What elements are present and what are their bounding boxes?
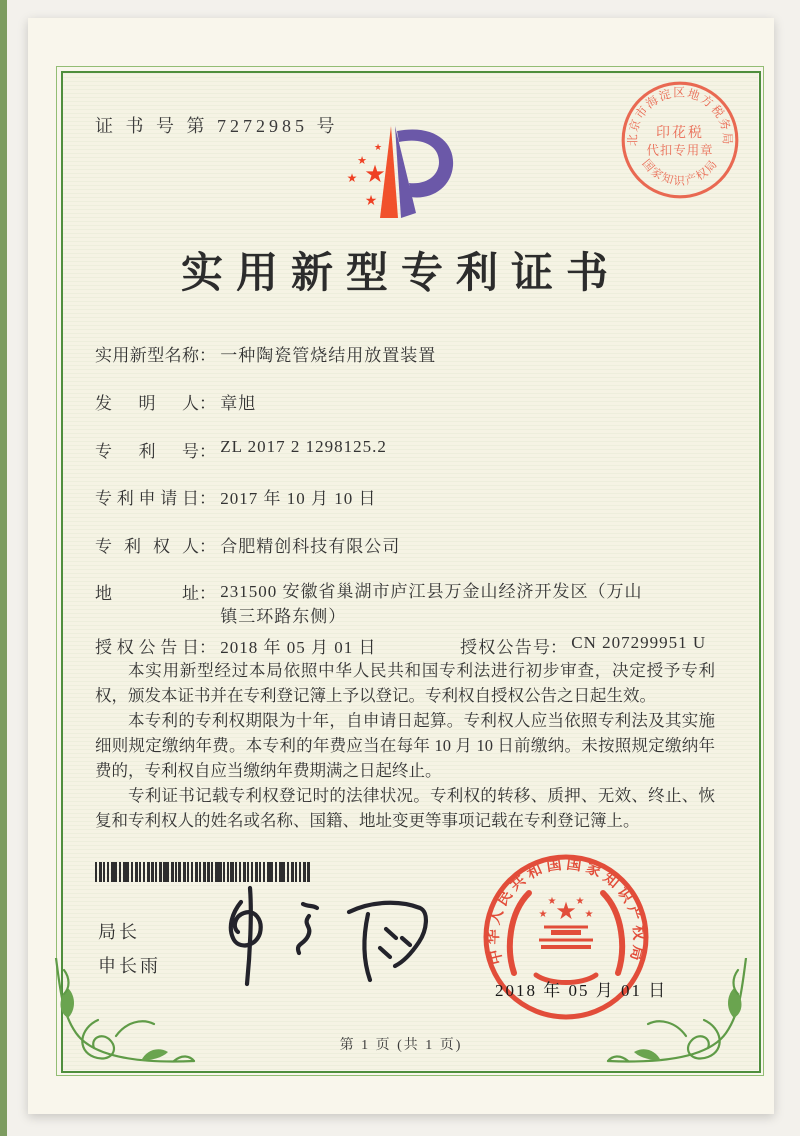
main-seal-arc: 中华人民共和国国家知识产权局	[485, 856, 647, 966]
field-row-filing-date	[95, 484, 377, 509]
svg-text:★: ★	[364, 162, 386, 188]
colon: ：	[199, 442, 216, 461]
colon: ：	[199, 537, 216, 556]
certificate-paper	[28, 18, 774, 1114]
field-label: 授权公告号	[460, 638, 550, 657]
field-row-name	[95, 341, 436, 366]
seal-date: 2018 年 05 月 01 日	[495, 981, 668, 1000]
colon: ：	[199, 584, 216, 603]
field-label: 专利权人	[95, 537, 199, 556]
svg-text:★: ★	[346, 171, 358, 185]
field-value: CN 207299951 U	[571, 633, 707, 652]
colon: ：	[199, 489, 216, 508]
legal-text	[95, 658, 715, 833]
cnipa-logo-icon	[328, 120, 476, 232]
director-title: 局长	[98, 922, 140, 942]
field-label: 专利号	[95, 442, 199, 461]
colon: ：	[199, 394, 216, 413]
svg-text:★: ★	[547, 896, 557, 907]
page-number: 第 1 页 (共 1 页)	[339, 1038, 463, 1053]
field-value: 2018 年 05 月 01 日	[220, 638, 377, 657]
barcode	[95, 862, 311, 882]
svg-text:★: ★	[364, 194, 378, 209]
svg-text:★: ★	[584, 909, 594, 920]
director-name: 申长雨	[98, 956, 161, 976]
svg-text:★: ★	[538, 909, 548, 920]
colon: ：	[199, 638, 216, 657]
colon: ：	[550, 638, 567, 657]
field-value: 章旭	[220, 394, 257, 413]
tax-seal-arc-bottom: 国家知识产权局	[639, 157, 721, 188]
field-label: 实用新型名称	[95, 346, 199, 365]
booklet-spine-edge	[0, 0, 7, 1136]
field-label: 专利申请日	[95, 489, 199, 508]
stamp-tax-seal	[618, 78, 742, 202]
field-value: 2017 年 10 月 10 日	[220, 489, 377, 508]
field-label: 地址	[95, 584, 199, 603]
field-label: 授权公告日	[95, 638, 199, 657]
tax-seal-line1: 印花税	[655, 125, 705, 141]
svg-text:★: ★	[373, 142, 383, 152]
tax-seal-line2: 代扣专用章	[646, 143, 714, 158]
tax-seal-arc-top: 北京市海淀区地方税务局	[625, 85, 735, 147]
field-value: 231500 安徽省巢湖市庐江县万金山经济开发区（万山镇三环路东侧）	[220, 582, 643, 626]
paragraph-register: 专利证书记载专利权登记时的法律状况。专利权的转移、质押、无效、终止、恢复和专利权人的姓名或名称、国籍、地址变更等事项记载在专利登记簿上。	[95, 786, 715, 830]
field-label: 发明人	[95, 394, 199, 413]
paragraph-grant: 本实用新型经过本局依照中华人民共和国专利法进行初步审查，决定授予专利权，颁发本证书并在专利登记簿上予以登记。专利权自授权公告之日起生效。	[95, 661, 715, 705]
colon: ：	[199, 346, 216, 365]
certificate-number: 证 书 号 第 7272985 号	[95, 116, 339, 136]
paragraph-term: 本专利的专利权期限为十年，自申请日起算。专利权人应当依照专利法及其实施细则规定缴纳年费。本专利的年费应当在每年 10 月 10 日前缴纳。未按照规定缴纳年费的，专利权自应当缴纳年费期满之日起终止。	[95, 711, 715, 780]
certificate-title: 实用新型专利证书	[180, 251, 621, 297]
field-row-grant-date	[95, 633, 707, 658]
field-row-address	[95, 579, 660, 629]
svg-text:★: ★	[555, 899, 577, 925]
field-row-inventor	[95, 389, 256, 414]
field-value: 合肥精创科技有限公司	[220, 537, 401, 556]
svg-text:★: ★	[357, 155, 367, 167]
field-value: 一种陶瓷管烧结用放置装置	[220, 346, 437, 365]
field-row-patent-no	[95, 437, 387, 462]
field-grant-number	[460, 633, 706, 658]
svg-text:★: ★	[575, 896, 585, 907]
field-value: ZL 2017 2 1298125.2	[220, 437, 387, 456]
director-signature-icon	[203, 882, 448, 990]
field-row-patentee	[95, 532, 400, 557]
svg-text:国家知识产权局	[639, 157, 720, 187]
